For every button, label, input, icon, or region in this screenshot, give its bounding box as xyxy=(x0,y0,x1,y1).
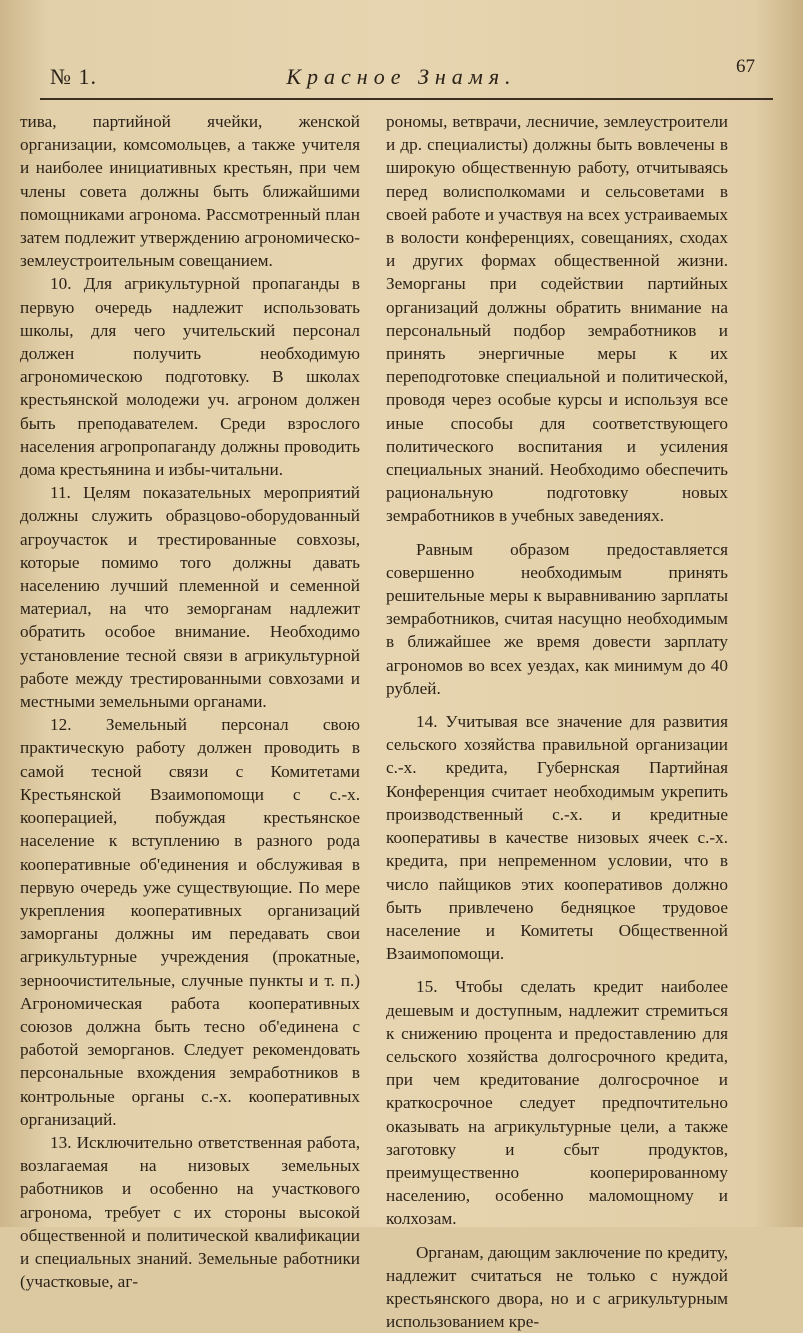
paragraph-wages: Равным образом предоставляется совершенно необходимым принять решительные меры к выравниванию зарплаты земработников, считая насущно необходимым в ближайшее же время довести зарплату агрономов во всех уездах, как минимум до 40 рублей. xyxy=(386,539,728,698)
paragraph-12: 12. Земельный персонал свою практическую работу должен проводить в самой тесной связи с Комитетами Крестьянской Взаимопомощи с с.-х. кооперацией, побуждая крестьянское население к вступлению в разного рода кооперативные об'единения и обслуживая в первую очередь уже существующие. По мере укрепления кооперативных организаций заморганы должны им передавать свои агрикультурные учреждения (прокатные, зерноочистительные, случные пункты и т. п.) Агрономическая работа кооперативных союзов должна быть тесно об'единена с работой земорганов. Следует рекомендовать персональные вхождения земработников в контрольные органы с.-х. кооперативных организаций. xyxy=(20,715,360,1129)
page-number: 67 xyxy=(736,56,755,77)
issue-number: № 1. xyxy=(50,64,97,89)
newspaper-title: Красное Знамя. xyxy=(286,64,517,89)
paragraph-14: 14. Учитывая все значение для развития сельского хозяйства правильной организации с.-х. кредита, Губернская Партийная Конференция считает необходимым укрепить производственный с.-х. и кредитные кооперативы в качестве низовых ячеек с.-х. кредита, при непременном условии, что в число пайщиков этих кооперативов должно быть привлечено бедняцкое трудовое население и Комитеты Общественной Взаимопомощи. xyxy=(386,712,728,964)
header-rule xyxy=(40,98,773,100)
paragraph-credit: Органам, дающим заключение по кредиту, надлежит считаться не только с нуждой крестьянского двора, но и с агрикультурным использованием кре- xyxy=(386,1242,728,1332)
left-column xyxy=(20,110,360,1293)
paragraph-13-continued: рономы, ветврачи, лесничие, землеустроители и др. специалисты) должны быть вовлечены в широкую общественную работу, отчитываясь перед волисполкомами и сельсоветами в своей работе и участвуя на всех устраиваемых в волости конференциях, совещаниях, сходах и других формах общественной жизни. Земорганы при содействии партийных организаций должны обратить внимание на персональный подбор земработников и принять энергичные меры к их переподготовке специальной и политической, проводя через особые курсы и используя все иные способы для соответствующего политического воспитания и усиления специальных знаний. Необходимо обеспечить рациональную подготовку новых земработников в учебных заведениях. xyxy=(386,112,728,526)
paragraph-13: 13. Исключительно ответственная работа, возлагаемая на низовых земельных работников и особенно на участкового агронома, требует с их стороны высокой общественной и политической квалификации и специальных знаний. Земельные работники (участковые, аг- xyxy=(20,1132,360,1292)
right-column xyxy=(386,110,728,1333)
paragraph-continued: тива, партийной ячейки, женской организации, комсомольцев, а также учителя и наиболее инициативных крестьян, при чем члены совета должны быть ближайшими помощниками агронома. Рассмотренный план затем подлежит утверждению агрономическо-землеустроительным совещанием. xyxy=(20,112,360,271)
page-header xyxy=(40,56,763,96)
paragraph-11: 11. Целям показательных мероприятий должны служить образцово-оборудованный агроучасток и трестированные совхозы, которые помимо того должны давать населению лучший племенной и семенной материал, на что земорганам надлежит обратить особое внимание. Необходимо установление тесной связи в агрикультурной работе между трестированными совхозами и местными земельными органами. xyxy=(20,483,360,712)
paragraph-10: 10. Для агрикультурной пропаганды в первую очередь надлежит использовать школы, для чего учительский персонал должен получить необходимую агрономическою подготовку. В школах крестьянской молодежи уч. агроном должен быть преподавателем. Среди взрослого населения агропропаганду должны проводить дома крестьянина и избы-читальни. xyxy=(20,274,360,480)
paragraph-15: 15. Чтобы сделать кредит наиболее дешевым и доступным, надлежит стремиться к снижению процента и предоставлению для сельского хозяйства долгосрочного кредита, при чем кредитование долгосрочное и краткосрочное следует предпочтительно оказывать на агрикультурные цели, а также заготовку и сбыт продуктов, преимущественно кооперированному населению, особенно маломощному и колхозам. xyxy=(386,977,728,1229)
